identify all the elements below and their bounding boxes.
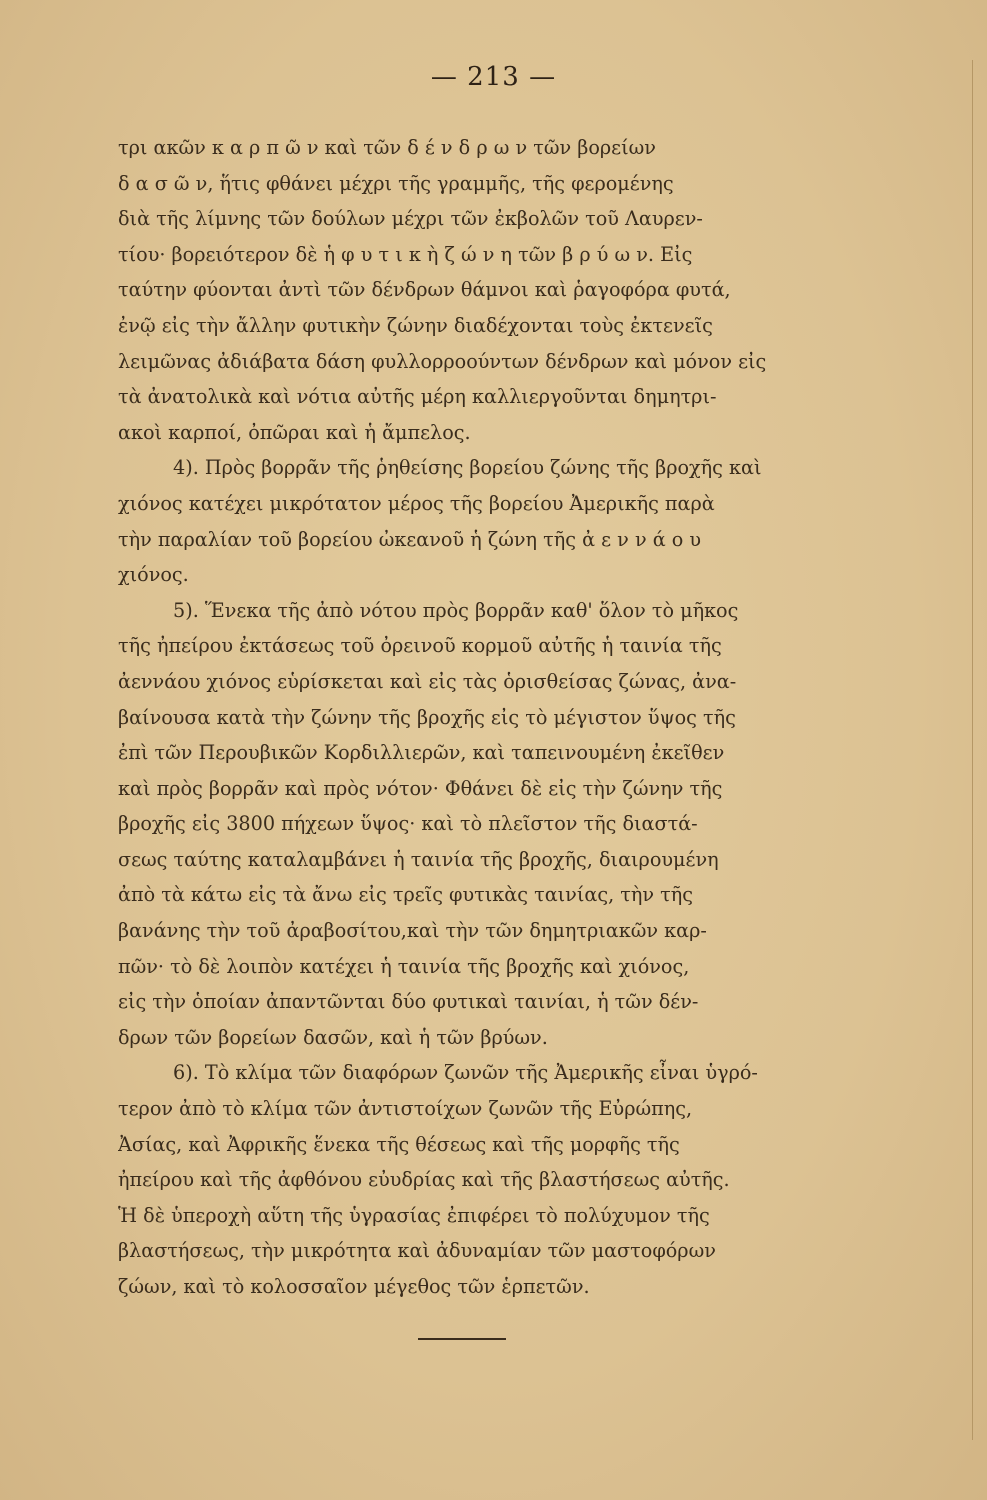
page-number: — 213 — <box>430 62 557 92</box>
text-line: λειμῶνας ἀδιάβατα δάση φυλλορροούντων δένδρων καὶ μόνον εἰς <box>118 349 767 373</box>
text-line: εἰς τὴν ὁποίαν ἀπαντῶνται δύο φυτικαὶ ταινίαι, ἡ τῶν δέν- <box>118 990 699 1014</box>
closing-rule <box>418 1338 506 1340</box>
text-line: τὰ ἀνατολικὰ καὶ νότια αὐτῆς μέρη καλλιεργοῦνται δημητρι- <box>118 385 717 409</box>
text-line: ἀπὸ τὰ κάτω εἰς τὰ ἄνω εἰς τρεῖς φυτικὰς ταινίας, τὴν τῆς <box>118 883 694 907</box>
text-line: βαίνουσα κατὰ τὴν ζώνην τῆς βροχῆς εἰς τὸ μέγιστον ὕψος τῆς <box>118 705 736 729</box>
text-line: 5). Ἕνεκα τῆς ἀπὸ νότου πρὸς βορρᾶν καθ' ὅλον τὸ μῆκος <box>173 598 739 622</box>
text-line: τὴν παραλίαν τοῦ βορείου ὠκεανοῦ ἡ ζώνη τῆς ἀ ε ν ν ά ο υ <box>118 527 702 551</box>
text-line: ταύτην φύονται ἀντὶ τῶν δένδρων θάμνοι καὶ ῥαγοφόρα φυτά, <box>118 278 731 302</box>
text-line: τῆς ἠπείρου ἐκτάσεως τοῦ ὀρεινοῦ κορμοῦ αὐτῆς ἡ ταινία τῆς <box>118 634 722 658</box>
text-line: καὶ πρὸς βορρᾶν καὶ πρὸς νότον· Φθάνει δὲ εἰς τὴν ζώνην τῆς <box>118 776 723 800</box>
text-line: ἠπείρου καὶ τῆς ἀφθόνου εὐυδρίας καὶ τῆς βλαστήσεως αὐτῆς. <box>118 1168 730 1192</box>
text-line: ζώων, καὶ τὸ κολοσσαῖον μέγεθος τῶν ἑρπετῶν. <box>118 1275 590 1298</box>
text-line: Ἡ δὲ ὑπεροχὴ αὕτη τῆς ὑγρασίας ἐπιφέρει τὸ πολύχυμον τῆς <box>118 1203 710 1227</box>
text-line: τίου· βορειότερον δὲ ἡ φ υ τ ι κ ὴ ζ ώ ν η τῶν β ρ ύ ω ν. Εἰς <box>118 242 693 266</box>
text-line: πῶν· τὸ δὲ λοιπὸν κατέχει ἡ ταινία τῆς βροχῆς καὶ χιόνος, <box>118 954 690 978</box>
text-line: Ἀσίας, καὶ Ἀφρικῆς ἕνεκα τῆς θέσεως καὶ τῆς μορφῆς τῆς <box>118 1132 680 1156</box>
text-line: βλαστήσεως, τὴν μικρότητα καὶ ἀδυναμίαν τῶν μαστοφόρων <box>118 1239 716 1263</box>
text-line: ακοὶ καρποί, ὀπῶραι καὶ ἡ ἄμπελος. <box>118 420 471 444</box>
text-line: διὰ τῆς λίμνης τῶν δούλων μέχρι τῶν ἐκβολῶν τοῦ Λαυρεν- <box>118 207 703 231</box>
text-line: ἐπὶ τῶν Περουβικῶν Κορδιλλιερῶν, καὶ ταπεινουμένη ἐκεῖθεν <box>118 741 725 765</box>
body-text <box>118 130 818 1305</box>
text-line: 6). Τὸ κλίμα τῶν διαφόρων ζωνῶν τῆς Ἀμερικῆς εἶναι ὑγρό- <box>173 1061 758 1085</box>
text-line: 4). Πρὸς βορρᾶν τῆς ῥηθείσης βορείου ζώνης τῆς βροχῆς καὶ <box>173 456 762 480</box>
text-line: βροχῆς εἰς 3800 πήχεων ὕψος· καὶ τὸ πλεῖστον τῆς διαστά- <box>118 812 698 836</box>
text-line: δ α σ ῶ ν, ἥτις φθάνει μέχρι τῆς γραμμῆς, τῆς φερομένης <box>118 171 674 195</box>
text-line: ἀεννάου χιόνος εὑρίσκεται καὶ εἰς τὰς ὁρισθείσας ζώνας, ἀνα- <box>118 669 737 693</box>
text-line: χιόνος. <box>118 563 189 587</box>
text-line: ἐνῷ εἰς τὴν ἄλλην φυτικὴν ζώνην διαδέχονται τοὺς ἐκτενεῖς <box>118 313 713 337</box>
text-line: χιόνος κατέχει μικρότατον μέρος τῆς βορείου Ἀμερικῆς παρὰ <box>118 491 715 515</box>
text-line: σεως ταύτης καταλαμβάνει ἡ ταινία τῆς βροχῆς, διαιρουμένη <box>118 847 719 871</box>
page-edge-line <box>972 60 973 1440</box>
text-line: βανάνης τὴν τοῦ ἀραβοσίτου,καὶ τὴν τῶν δημητριακῶν καρ- <box>118 919 707 943</box>
text-line: τερον ἀπὸ τὸ κλίμα τῶν ἀντιστοίχων ζωνῶν τῆς Εὐρώπης, <box>118 1097 693 1121</box>
text-line: τρι ακῶν κ α ρ π ῶ ν καὶ τῶν δ έ ν δ ρ ω ν τῶν βορείων <box>118 136 656 159</box>
text-line: δρων τῶν βορείων δασῶν, καὶ ἡ τῶν βρύων. <box>118 1025 548 1049</box>
